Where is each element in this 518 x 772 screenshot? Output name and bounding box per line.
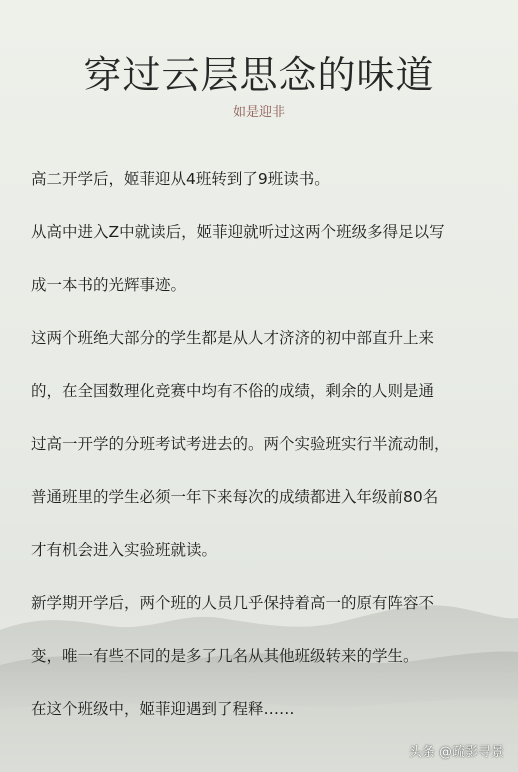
- paragraph: [31, 694, 491, 725]
- text-line: 这两个班绝大部分的学生都是从人才济济的初中部直升上来: [31, 329, 435, 347]
- paragraph: [31, 323, 491, 566]
- text-line: 高二开学后，姬菲迎从4班转到了9班读书。: [31, 170, 330, 188]
- paragraph: [31, 217, 491, 301]
- article-title: 穿过云层思念的味道: [83, 53, 435, 97]
- paragraph: [31, 164, 491, 195]
- text-line: 普通班里的学生必须一年下来每次的成绩都进入年级前80名: [31, 488, 439, 506]
- text-line: 新学期开学后，两个班的人员几乎保持着高一的原有阵容不: [31, 594, 435, 612]
- text-line: 成一本书的光辉事迹。: [31, 276, 187, 294]
- paragraph: [31, 588, 491, 672]
- article-author: 如是迎非: [232, 105, 285, 120]
- text-line: 的，在全国数理化竞赛中均有不俗的成绩，剩余的人则是通: [31, 382, 435, 400]
- text-line: 变，唯一有些不同的是多了几名从其他班级转来的学生。: [31, 647, 419, 665]
- article-body: [31, 164, 491, 725]
- text-line: 过高一开学的分班考试考进去的。两个实验班实行半流动制，: [31, 435, 450, 453]
- source-watermark: 头条 @疏影寻景: [408, 745, 504, 760]
- text-line: 才有机会进入实验班就读。: [31, 541, 218, 559]
- text-line: 从高中进入Z中就读后，姬菲迎就听过这两个班级多得足以写: [31, 223, 445, 241]
- text-line: 在这个班级中，姬菲迎遇到了程释……: [31, 700, 295, 718]
